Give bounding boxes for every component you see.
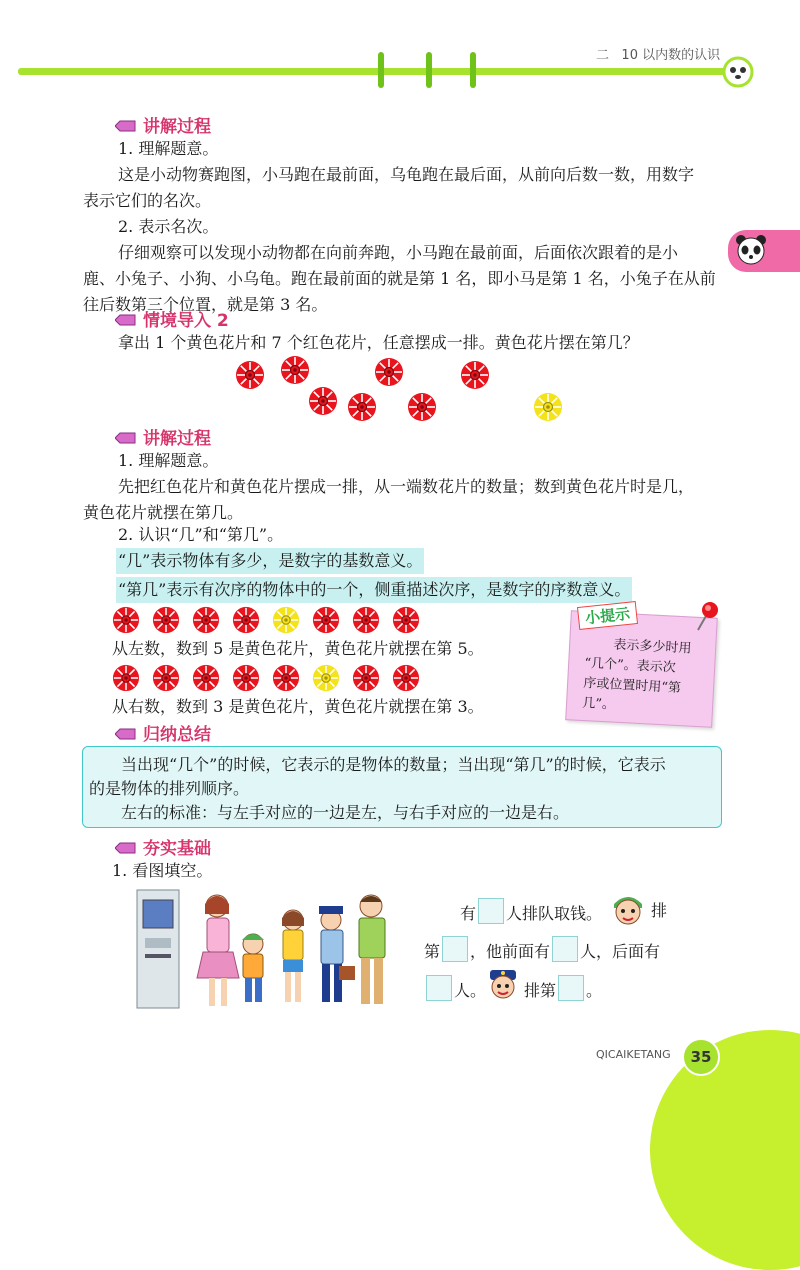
text-line: 往后数第三个位置，就是第 3 名。 bbox=[83, 295, 328, 314]
red-flower-chip bbox=[392, 606, 420, 634]
yellow-flower-chip bbox=[272, 606, 300, 634]
section-intro-2 bbox=[115, 306, 229, 331]
red-flower-chip bbox=[152, 606, 180, 634]
panda-icon bbox=[733, 232, 769, 272]
footer-circle bbox=[650, 1030, 800, 1270]
text-line: 2. 认识“几”和“第几”。 bbox=[118, 525, 284, 544]
answer-box[interactable] bbox=[442, 936, 468, 962]
exercise-text: 有 bbox=[460, 904, 477, 923]
text-line: 拿出 1 个黄色花片和 7 个红色花片，任意摆成一排。黄色花片摆在第几？ bbox=[118, 333, 639, 352]
section-explain-1 bbox=[115, 112, 211, 137]
text-line: 从右数，数到 3 是黄色花片，黄色花片就摆在第 3。 bbox=[112, 697, 484, 716]
text-line: 从左数，数到 5 是黄色花片，黄色花片就摆在第 5。 bbox=[112, 639, 484, 658]
exercise-text: 第 bbox=[424, 942, 441, 961]
section-title: 夯实基础 bbox=[143, 839, 211, 859]
text-line: 先把红色花片和黄色花片摆成一排，从一端数花片的数量；数到黄色花片时是几， bbox=[118, 477, 695, 496]
red-flower-chip bbox=[232, 664, 260, 692]
chapter-title: 10 以内数的认识 bbox=[621, 48, 721, 63]
pencil-icon bbox=[115, 432, 137, 445]
tip-line: 序或位置时用“第 bbox=[583, 675, 682, 697]
text-line: 仔细观察可以发现小动物都在向前奔跑，小马跑在最前面，后面依次跟着的是小 bbox=[118, 243, 679, 262]
exercise-line-3 bbox=[424, 975, 486, 1004]
pencil-icon bbox=[115, 120, 137, 133]
exercise-line-1 bbox=[460, 898, 602, 927]
red-flower-chip bbox=[308, 386, 338, 416]
section-title: 讲解过程 bbox=[143, 429, 211, 449]
red-flower-chip bbox=[312, 606, 340, 634]
yellow-flower-chip bbox=[533, 392, 563, 422]
tip-line: 表示多少时用 bbox=[613, 637, 692, 657]
exercise-line-2 bbox=[424, 936, 660, 965]
flower-row-right bbox=[112, 664, 432, 696]
red-flower-chip bbox=[280, 355, 310, 385]
red-flower-chip bbox=[392, 664, 420, 692]
section-explain-2 bbox=[115, 424, 211, 449]
header-logo-icon bbox=[722, 56, 754, 92]
red-flower-chip bbox=[352, 606, 380, 634]
summary-line: 当出现“几个”的时候，它表示的是物体的数量；当出现“第几”的时候，它表示 bbox=[121, 755, 666, 774]
red-flower-chip bbox=[232, 606, 260, 634]
red-flower-chip bbox=[352, 664, 380, 692]
text-line: 2. 表示名次。 bbox=[118, 217, 219, 236]
text-line: 1. 理解题意。 bbox=[118, 139, 219, 158]
red-flower-chip bbox=[347, 392, 377, 422]
tip-text bbox=[582, 634, 692, 719]
policeman-face-icon bbox=[484, 966, 522, 1006]
tip-line: “几个”。表示次 bbox=[584, 655, 677, 676]
section-title: 讲解过程 bbox=[143, 117, 211, 137]
answer-box[interactable] bbox=[478, 898, 504, 924]
exercise-text: 排第 bbox=[524, 981, 557, 1000]
text-line: 鹿、小兔子、小狗、小乌龟。跑在最前面的就是第 1 名，即小马是第 1 名，小兔子在从前 bbox=[83, 269, 716, 288]
pencil-icon bbox=[115, 728, 137, 741]
red-flower-chip bbox=[272, 664, 300, 692]
exercise-text: 排 bbox=[651, 901, 668, 920]
pencil-icon bbox=[115, 314, 137, 327]
section-title: 归纳总结 bbox=[143, 725, 211, 745]
tip-title-text: 小提示 bbox=[584, 604, 631, 628]
yellow-flower-chip bbox=[312, 664, 340, 692]
section-title: 情境导入 2 bbox=[143, 311, 229, 331]
red-flower-chip bbox=[192, 664, 220, 692]
footer-brand: QICAIKETANG bbox=[596, 1048, 671, 1061]
exercise-line-3b bbox=[524, 975, 602, 1004]
text-line: 表示它们的名次。 bbox=[83, 191, 212, 210]
red-flower-chip bbox=[192, 606, 220, 634]
header-chapter bbox=[596, 44, 720, 63]
red-flower-chip bbox=[407, 392, 437, 422]
summary-line: 左右的标准：与左手对应的一边是左，与右手对应的一边是右。 bbox=[121, 803, 570, 822]
text-line: 黄色花片就摆在第几。 bbox=[83, 503, 244, 522]
exercise-text: 。 bbox=[586, 981, 603, 1000]
tip-line: 几”。 bbox=[581, 695, 616, 713]
exercise-text: 人。 bbox=[454, 981, 487, 1000]
answer-box[interactable] bbox=[552, 936, 578, 962]
highlight-ordinal: “第几”表示有次序的物体中的一个，侧重描述次序，是数字的序数意义。 bbox=[116, 577, 632, 603]
red-flower-chip bbox=[112, 606, 140, 634]
highlight-cardinal: “几”表示物体有多少，是数字的基数意义。 bbox=[116, 548, 424, 574]
red-flower-chip bbox=[460, 360, 490, 390]
red-flower-chip bbox=[235, 360, 265, 390]
flower-row-left bbox=[112, 606, 432, 638]
header-rail-node bbox=[426, 52, 432, 88]
boy-face-icon bbox=[608, 890, 648, 932]
header-rail-node bbox=[470, 52, 476, 88]
pushpin-icon bbox=[690, 600, 720, 638]
exercise-text: ，他前面有 bbox=[470, 942, 551, 961]
answer-box[interactable] bbox=[558, 975, 584, 1001]
header-rail-node bbox=[378, 52, 384, 88]
red-flower-chip bbox=[152, 664, 180, 692]
summary-line: 的是物体的排列顺序。 bbox=[89, 779, 250, 798]
text-line: 这是小动物赛跑图，小马跑在最前面，乌龟跑在最后面，从前向后数一数，用数字 bbox=[118, 165, 695, 184]
page-number bbox=[682, 1038, 720, 1076]
red-flower-chip bbox=[112, 664, 140, 692]
text-line: 1. 理解题意。 bbox=[118, 451, 219, 470]
page-number-text: 35 bbox=[690, 1048, 712, 1066]
exercise-text: 人排队取钱。 bbox=[506, 904, 603, 923]
pencil-icon bbox=[115, 842, 137, 855]
queue-illustration bbox=[135, 886, 395, 1020]
chapter-number: 二 bbox=[596, 48, 610, 63]
exercise-title: 1. 看图填空。 bbox=[112, 861, 213, 880]
section-basics bbox=[115, 834, 211, 859]
section-summary bbox=[115, 720, 211, 745]
answer-box[interactable] bbox=[426, 975, 452, 1001]
red-flower-chip bbox=[374, 357, 404, 387]
exercise-text: 人，后面有 bbox=[580, 942, 661, 961]
